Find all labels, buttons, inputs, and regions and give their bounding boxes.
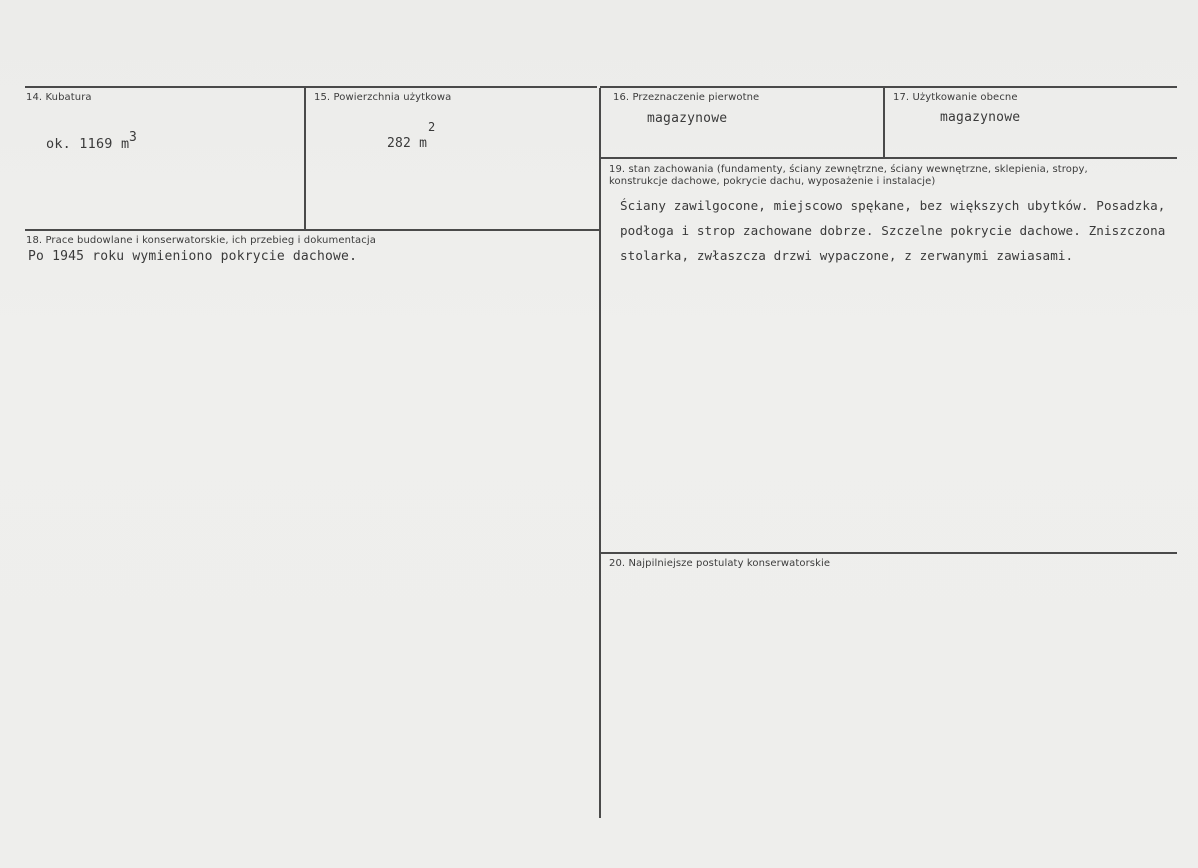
field-17-label: 17. Użytkowanie obecne <box>893 92 1018 103</box>
field-18-label: 18. Prace budowlane i konserwatorskie, ich przebieg i dokumentacja <box>26 235 376 246</box>
field-17-value: magazynowe <box>940 110 1021 125</box>
field-19-label: 19. stan zachowania (fundamenty, ściany zewnętrzne, ściany wewnętrzne, sklepienia, stropy, konstrukcje dachowe, pokrycie dachu, wyposażenie i instalacje) <box>609 164 1088 187</box>
field-15-label: 15. Powierzchnia użytkowa <box>314 92 452 103</box>
field-15-unit-exponent: 2 <box>428 120 436 134</box>
field-16-label: 16. Przeznaczenie pierwotne <box>613 92 760 103</box>
divider-14-15 <box>304 88 306 230</box>
top-rule-left <box>25 86 597 88</box>
rule-under-14-15 <box>25 229 599 231</box>
rule-under-16-17 <box>600 157 1177 159</box>
field-14-label: 14. Kubatura <box>26 92 92 103</box>
field-15-value: 282 m <box>387 136 428 151</box>
center-divider <box>599 88 601 818</box>
field-20-label: 20. Najpilniejsze postulaty konserwatorskie <box>609 558 831 569</box>
field-18-value: Po 1945 roku wymieniono pokrycie dachowe. <box>28 249 358 264</box>
field-16-value: magazynowe <box>647 111 728 126</box>
field-19-value: Ściany zawilgocone, miejscowo spękane, bez większych ubytków. Posadzka, podłoga i strop zachowane dobrze. Szczelne pokrycie dachowe. Zniszczona stolarka, zwłaszcza drzwi wypaczone, z zerwanymi zawiasami. <box>620 198 1166 263</box>
top-rule-right <box>600 86 1177 88</box>
rule-above-20 <box>600 552 1177 554</box>
field-14-value: ok. 1169 m <box>46 136 130 152</box>
divider-16-17 <box>883 88 885 158</box>
field-14-unit-exponent: 3 <box>129 130 137 145</box>
